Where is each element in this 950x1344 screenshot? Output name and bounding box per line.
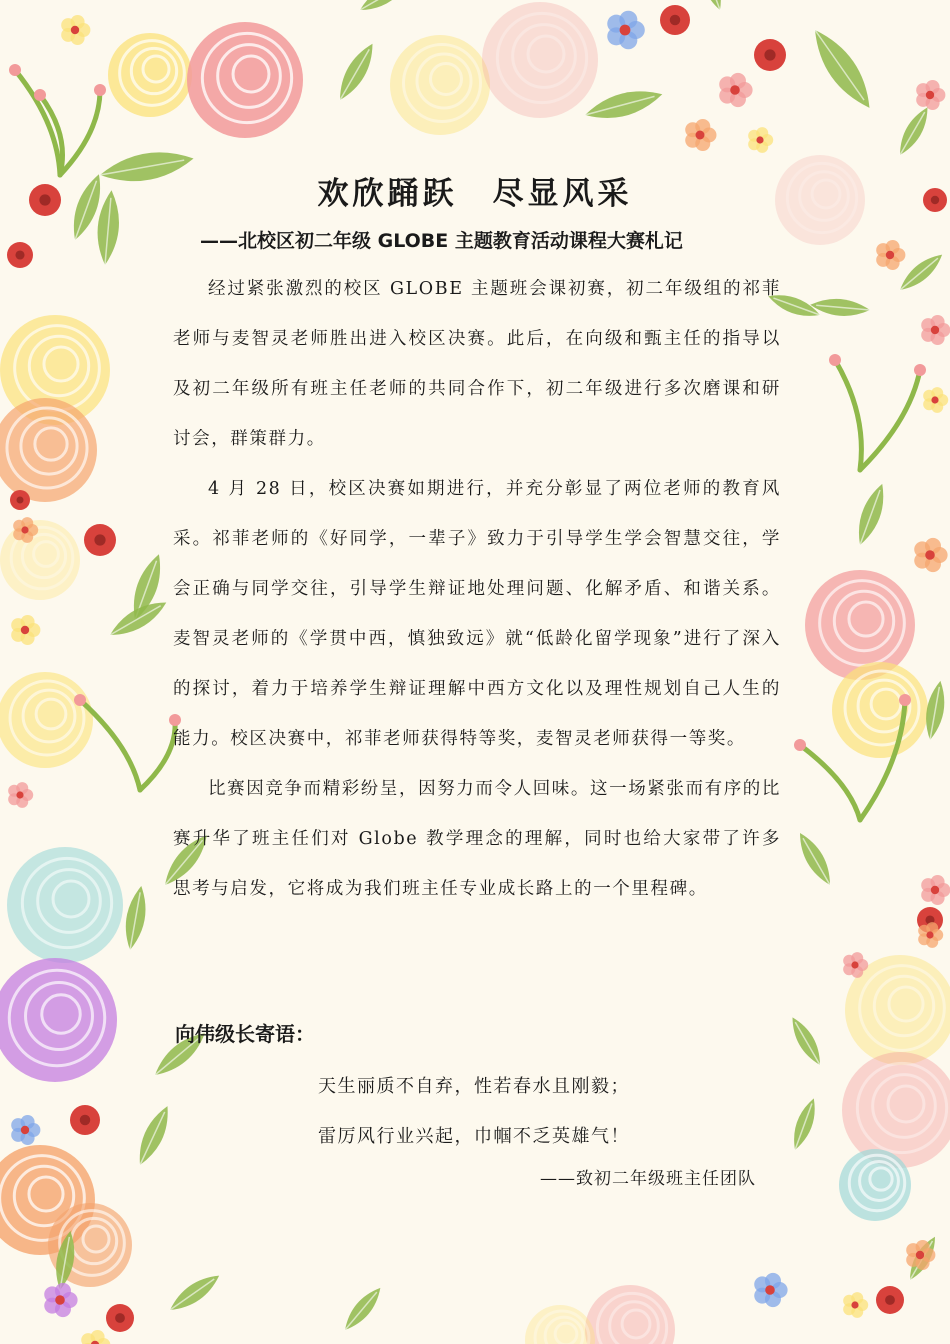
message-heading: 向伟级长寄语：: [175, 1022, 315, 1046]
page-title: 欢欣踊跃 尽显风采: [317, 176, 633, 212]
page-subtitle: ——北校区初二年级 GLOBE 主题教育活动课程大赛札记: [200, 230, 683, 252]
poem-line: 天生丽质不自弃，性若春水且刚毅；: [318, 1076, 630, 1097]
message-poem: [318, 1062, 630, 1162]
paragraph: 比赛因竞争而精彩纷呈，因努力而令人回味。这一场紧张而有序的比赛升华了班主任们对 Globe 教学理念的理解，同时也给大家带了许多思考与启发，它将成为我们班主任专业成长路上的一个里程碑。: [173, 779, 781, 899]
paragraph: 经过紧张激烈的校区 GLOBE 主题班会课初赛，初二年级组的祁菲老师与麦智灵老师胜出进入校区决赛。此后，在向级和甄主任的指导以及初二年级所有班主任老师的共同合作下，初二年级进行多次磨课和研讨会，群策群力。: [173, 279, 781, 449]
article-body: [173, 264, 781, 914]
paragraph: 4 月 28 日，校区决赛如期进行，并充分彰显了两位老师的教育风采。祁菲老师的《好同学，一辈子》致力于引导学生学会智慧交往，学会正确与同学交往，引导学生辩证地处理问题、化解矛盾、和谐关系。麦智灵老师的《学贯中西，慎独致远》就“低龄化留学现象”进行了深入的探讨，着力于培养学生辩证理解中西方文化以及理性规划自己人生的能力。校区决赛中，祁菲老师获得特等奖，麦智灵老师获得一等奖。: [173, 479, 781, 749]
message-signature: ——致初二年级班主任团队: [540, 1169, 756, 1189]
poem-line: 雷厉风行业兴起，巾帼不乏英雄气！: [318, 1126, 630, 1147]
